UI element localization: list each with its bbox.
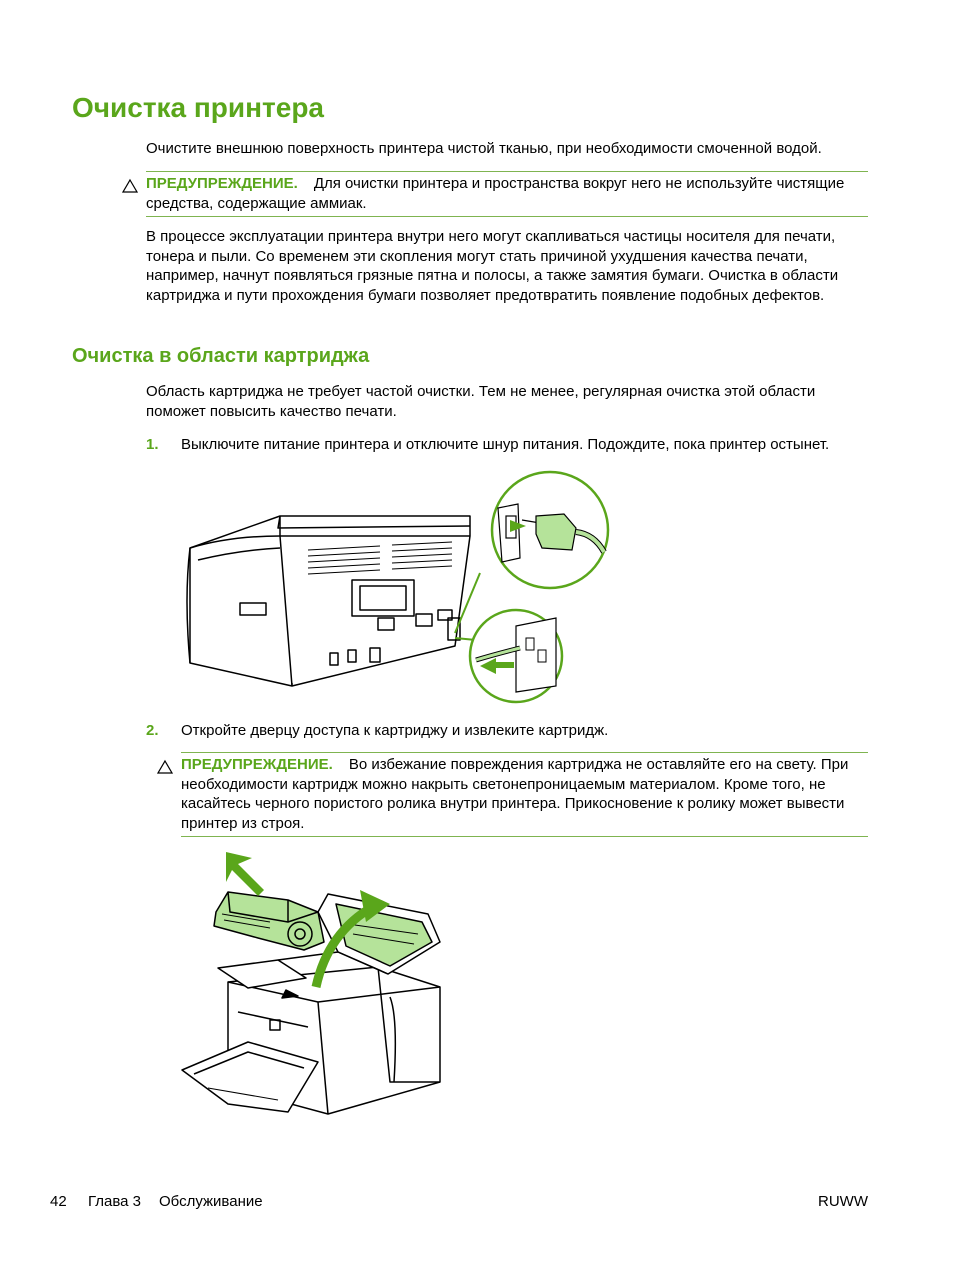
section-title: Очистка в области картриджа	[72, 345, 370, 367]
cartridge-area-paragraph: Область картриджа не требует частой очистки. Тем не менее, регулярная очистка этой области поможет повысить качество печати.	[146, 383, 816, 420]
footer-page-number: 42	[50, 1193, 67, 1210]
step-number: 2.	[146, 722, 159, 739]
warning-text: Для очистки принтера и пространства вокруг него не используйте чистящие средства, содержащие аммиак.	[146, 175, 845, 212]
page-title: Очистка принтера	[72, 92, 324, 123]
step-number: 1.	[146, 436, 159, 453]
intro-paragraph: Очистите внешнюю поверхность принтера чистой тканью, при необходимости смоченной водой.	[146, 140, 822, 157]
step-text: Выключите питание принтера и отключите шнур питания. Подождите, пока принтер остынет.	[181, 436, 830, 453]
warning-triangle-icon	[157, 759, 173, 775]
warning-label: ПРЕДУПРЕЖДЕНИЕ.	[146, 175, 298, 192]
footer-section: Обслуживание	[159, 1193, 263, 1210]
step-text: Откройте дверцу доступа к картриджу и извлеките картридж.	[181, 722, 609, 739]
footer-chapter: Глава 3	[88, 1193, 142, 1210]
warning-text: Во избежание повреждения картриджа не оставляйте его на свету. При необходимости картридж можно накрыть светонепроницаемым материалом. Кроме того, не касайтесь черного пористого ролика внутри принтера. Прикосновение к ролику может вывести принтер из строя.	[181, 756, 849, 832]
warning-box-2	[181, 752, 868, 837]
cartridge-removal-figure	[178, 842, 448, 1122]
footer-locale: RUWW	[818, 1193, 868, 1210]
printer-power-unplug-figure	[180, 468, 620, 706]
warning-label: ПРЕДУПРЕЖДЕНИЕ.	[181, 756, 333, 773]
warning-triangle-icon	[122, 178, 138, 194]
accumulation-paragraph: В процессе эксплуатации принтера внутри него могут скапливаться частицы носителя для печати, тонера и пыли. Со временем эти скопления могут стать причиной ухудшения качества печати, например, начнут появляться грязные пятна и полосы, а также замятия бумаги. Очистка в области картриджа и пути прохождения бумаги позволяет предотвратить появление подобных дефектов.	[146, 228, 839, 304]
warning-box-1	[146, 171, 868, 217]
